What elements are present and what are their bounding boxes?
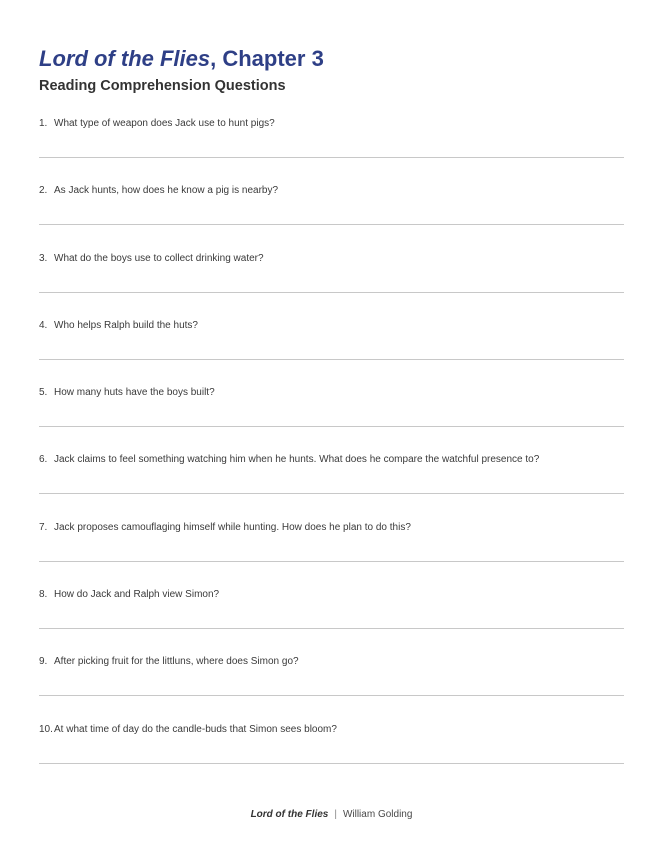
question-list: [39, 117, 624, 790]
question-number: 6.: [39, 454, 48, 466]
question-number: 2.: [39, 185, 48, 197]
question-number: 5.: [39, 387, 48, 399]
question-item: [39, 588, 624, 655]
question-item: [39, 184, 624, 251]
question-item: [39, 319, 624, 386]
question-number: 1.: [39, 118, 48, 129]
answer-line[interactable]: [39, 359, 624, 360]
footer-book-title: Lord of the Flies: [250, 809, 329, 820]
question-prompt: What do the boys use to collect drinking water?: [54, 252, 264, 264]
question-text: [39, 386, 215, 400]
question-item: [39, 521, 624, 588]
title-book-name: Lord of the Flies: [39, 46, 211, 71]
question-item: [39, 723, 624, 790]
question-prompt: As Jack hunts, how does he know a pig is nearby?: [54, 185, 279, 197]
answer-line[interactable]: [39, 493, 624, 494]
answer-line[interactable]: [39, 224, 624, 225]
question-text: [39, 319, 198, 333]
answer-line[interactable]: [39, 763, 624, 764]
question-prompt: At what time of day do the candle-buds that Simon sees bloom?: [54, 723, 337, 735]
question-number: 3.: [39, 252, 48, 264]
question-prompt: Jack claims to feel something watching him when he hunts. What does he compare the watchful presence to?: [54, 454, 540, 466]
answer-line[interactable]: [39, 561, 624, 562]
page-title: [39, 45, 324, 73]
question-number: 9.: [39, 656, 48, 668]
question-prompt: Who helps Ralph build the huts?: [54, 319, 198, 331]
question-text: [39, 453, 539, 467]
question-text: [39, 655, 299, 669]
question-prompt: How many huts have the boys built?: [54, 387, 215, 399]
question-text: [39, 588, 219, 602]
page-subtitle: Reading Comprehension Questions: [39, 78, 286, 94]
question-text: [39, 252, 264, 266]
question-text: [39, 117, 275, 131]
answer-line[interactable]: [39, 157, 624, 158]
question-item: [39, 386, 624, 453]
question-item: [39, 252, 624, 319]
answer-line[interactable]: [39, 292, 624, 293]
page-footer: [0, 808, 663, 822]
question-prompt: What type of weapon does Jack use to hunt pigs?: [54, 118, 275, 129]
question-text: [39, 184, 278, 198]
question-number: 8.: [39, 589, 48, 601]
question-item: [39, 453, 624, 520]
title-chapter: , Chapter 3: [210, 46, 324, 71]
question-prompt: How do Jack and Ralph view Simon?: [54, 589, 220, 601]
footer-author: William Golding: [342, 809, 413, 820]
answer-line[interactable]: [39, 628, 624, 629]
question-item: [39, 655, 624, 722]
question-number: 7.: [39, 521, 48, 533]
question-number: 10.: [39, 723, 53, 735]
question-prompt: Jack proposes camouflaging himself while hunting. How does he plan to do this?: [54, 521, 411, 533]
answer-line[interactable]: [39, 426, 624, 427]
answer-line[interactable]: [39, 695, 624, 696]
question-number: 4.: [39, 319, 48, 331]
question-text: [39, 521, 411, 535]
question-item: [39, 117, 624, 184]
question-text: [39, 723, 337, 737]
question-prompt: After picking fruit for the littluns, where does Simon go?: [54, 656, 299, 668]
footer-separator: |: [334, 809, 337, 820]
